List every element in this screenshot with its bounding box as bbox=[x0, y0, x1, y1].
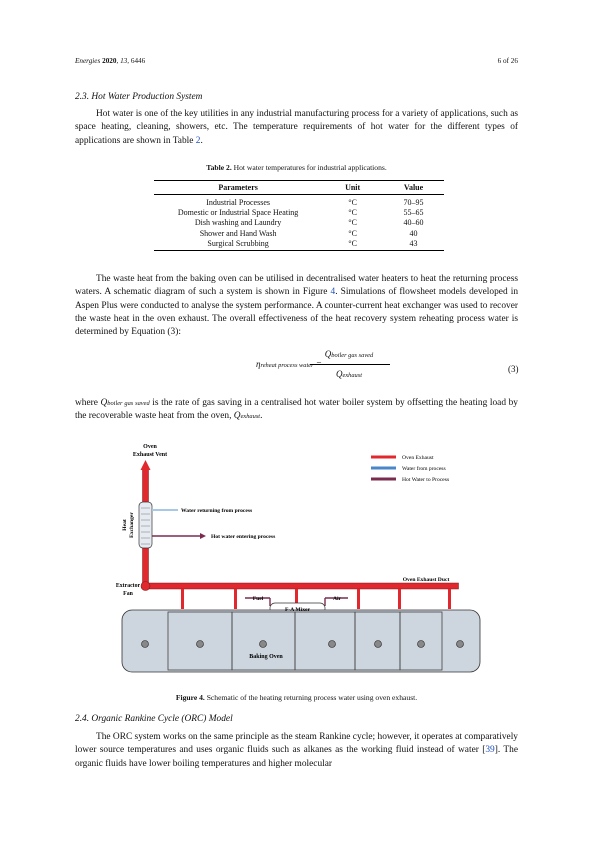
running-header: Energies 2020, 13, 6446 bbox=[75, 57, 146, 65]
q-symbol: Q bbox=[233, 411, 241, 422]
legend-label: Water from process bbox=[402, 466, 446, 472]
paragraph-text: where bbox=[75, 398, 101, 408]
paragraph bbox=[75, 397, 518, 424]
q-subscript: boiler gas saved bbox=[331, 352, 374, 359]
label-extractor: Extractor bbox=[115, 583, 141, 589]
header-parameters: Parameters bbox=[154, 181, 322, 195]
figure-caption-label: Figure 4. bbox=[175, 693, 205, 702]
table-cell: °C bbox=[322, 239, 383, 251]
equation-lhs: ηreheat process water = bbox=[256, 359, 322, 369]
legend-label: Oven Exhaust bbox=[402, 455, 434, 461]
table-row bbox=[154, 208, 444, 218]
table-header-row bbox=[154, 181, 444, 195]
table-caption-text: Hot water temperatures for industrial applications. bbox=[233, 163, 387, 172]
figure-caption-text: Schematic of the heating returning process water using oven exhaust. bbox=[206, 693, 418, 702]
section-title: 2.3. Hot Water Production System bbox=[75, 92, 203, 102]
exhaust-drop bbox=[234, 589, 237, 609]
paragraph-text-end: ]. The organic fluids have lower boiling temperatures and higher molecular bbox=[75, 745, 518, 769]
label-fan: Fan bbox=[123, 591, 133, 597]
table-row bbox=[154, 195, 444, 209]
paragraph-text-end: . bbox=[200, 135, 203, 146]
q-symbol: Q bbox=[100, 398, 108, 408]
label-heat: Heat bbox=[122, 519, 128, 531]
figure-legend bbox=[371, 455, 449, 483]
label-air: Air bbox=[332, 596, 342, 602]
table-cell: 43 bbox=[383, 239, 444, 251]
table-cell: °C bbox=[348, 218, 357, 228]
table-cell: Surgical Scrubbing bbox=[154, 239, 322, 251]
paragraph bbox=[75, 273, 518, 339]
table-cell: 55–65 bbox=[403, 208, 424, 218]
hot-water-table bbox=[154, 180, 444, 251]
fraction-bar bbox=[310, 364, 390, 365]
figure-4-schematic bbox=[108, 440, 488, 686]
table-ref-link[interactable]: 2 bbox=[195, 135, 201, 146]
table-caption-label: Table 2. bbox=[206, 163, 232, 172]
table-cell: 40 bbox=[409, 228, 418, 238]
label-fuel: Fuel bbox=[252, 596, 264, 602]
burner-icon bbox=[142, 641, 149, 648]
table-cell: Dish washing and Laundry bbox=[194, 218, 282, 228]
label-water-returning: Water returning from process bbox=[181, 508, 253, 514]
equation-denominator bbox=[308, 369, 390, 379]
paragraph-text: The ORC system works on the same principle as the steam Rankine cycle; however, it operates at comparatively lower source temperatures and uses organic fluids such as alkanes as the working fluid instead of water [ bbox=[75, 732, 518, 756]
table-row bbox=[154, 239, 444, 251]
exhaust-drop bbox=[181, 589, 184, 609]
exhaust-drop bbox=[448, 589, 451, 609]
eta-symbol: η bbox=[256, 359, 261, 369]
q-subscript: exhaust bbox=[342, 372, 363, 379]
table-row bbox=[154, 218, 444, 228]
table-row bbox=[154, 229, 444, 239]
paragraph-text: The waste heat from the baking oven can be utilised in decentralised water heaters to heat the returning process waters. A schematic diagram of such a system is shown in Figure bbox=[75, 274, 518, 298]
q-subscript: boiler gas saved bbox=[107, 400, 150, 407]
figure-ref-link[interactable]: 4 bbox=[330, 287, 336, 298]
hot-water-arrow bbox=[200, 533, 206, 539]
journal-year: 2020 bbox=[102, 57, 117, 65]
exhaust-vent-arrow bbox=[141, 460, 151, 470]
table-cell: °C bbox=[348, 208, 357, 218]
burner-icon bbox=[329, 641, 336, 648]
paragraph-text: Hot water is one of the key utilities in any industrial manufacturing process for a variety of applications, such as space heating, cleaning, showers, etc. The temperature requirements of hot water for the different types of applications are shown in Table bbox=[75, 109, 518, 146]
label-vent-1: Oven bbox=[143, 444, 157, 450]
page-number: 6 of 26 bbox=[497, 57, 518, 65]
article-number: 6446 bbox=[130, 57, 146, 65]
section-title: 2.4. Organic Rankine Cycle (ORC) Model bbox=[75, 714, 233, 724]
label-fa-mixer: F-A Mixer bbox=[284, 607, 311, 613]
table-cell: 40–60 bbox=[403, 218, 424, 228]
paragraph-text: is the rate of gas saving in a centralised hot water boiler system by offsetting the heating load by the recoverable waste heat from the oven, bbox=[75, 398, 518, 422]
table-caption bbox=[75, 163, 518, 172]
table-cell: Shower and Hand Wash bbox=[199, 228, 277, 238]
label-baking-oven: Baking Oven bbox=[249, 654, 283, 660]
burner-icon bbox=[457, 641, 464, 648]
table-cell: Domestic or Industrial Space Heating bbox=[177, 208, 299, 218]
figure-caption bbox=[75, 693, 518, 702]
label-exchanger: Exchanger bbox=[129, 512, 135, 538]
heat-exchanger-body bbox=[139, 502, 152, 548]
header-unit: Unit bbox=[322, 181, 383, 195]
oven-exhaust-duct bbox=[143, 583, 459, 589]
table-cell: °C bbox=[348, 198, 357, 207]
table-cell: Industrial Processes bbox=[206, 198, 270, 207]
q-subscript: exhaust bbox=[240, 413, 261, 421]
paragraph bbox=[75, 108, 518, 148]
header-value: Value bbox=[383, 181, 444, 195]
paragraph-text-end: . bbox=[260, 411, 263, 422]
burner-icon bbox=[375, 641, 382, 648]
paragraph bbox=[75, 731, 518, 771]
equation-numerator bbox=[308, 349, 390, 359]
burner-icon bbox=[418, 641, 425, 648]
label-oven-exhaust-duct: Oven Exhaust Duct bbox=[402, 577, 450, 583]
table-cell: 70–95 bbox=[403, 198, 424, 207]
baking-oven-body bbox=[122, 610, 480, 672]
extractor-fan-icon bbox=[141, 582, 150, 591]
label-hot-water-entering: Hot water entering process bbox=[211, 534, 276, 540]
q-symbol: Q bbox=[324, 349, 332, 359]
exhaust-drop bbox=[357, 589, 360, 609]
label-vent-2: Exhaust Vent bbox=[132, 452, 168, 458]
exhaust-drop bbox=[398, 589, 401, 609]
burner-icon bbox=[260, 641, 267, 648]
legend-label: Hot Water to Process bbox=[402, 477, 450, 483]
paragraph-text-end: . Simulations of flowsheet models developed in Aspen Plus were conducted to analyse the system performance. A counter-current heat exchanger was used to recover the waste heat in the oven exhaust. The overall effectiveness of the heat recovery system reheating process water is determined by Equation (3): bbox=[75, 287, 519, 338]
q-symbol: Q bbox=[335, 369, 343, 379]
table-cell: °C bbox=[348, 228, 357, 238]
citation-link[interactable]: 39 bbox=[485, 745, 495, 756]
burner-icon bbox=[197, 641, 204, 648]
journal-volume: 13 bbox=[120, 57, 128, 65]
journal-name: Energies bbox=[75, 57, 101, 65]
equation-number: (3) bbox=[508, 364, 519, 374]
eta-subscript: reheat process water bbox=[260, 362, 314, 369]
